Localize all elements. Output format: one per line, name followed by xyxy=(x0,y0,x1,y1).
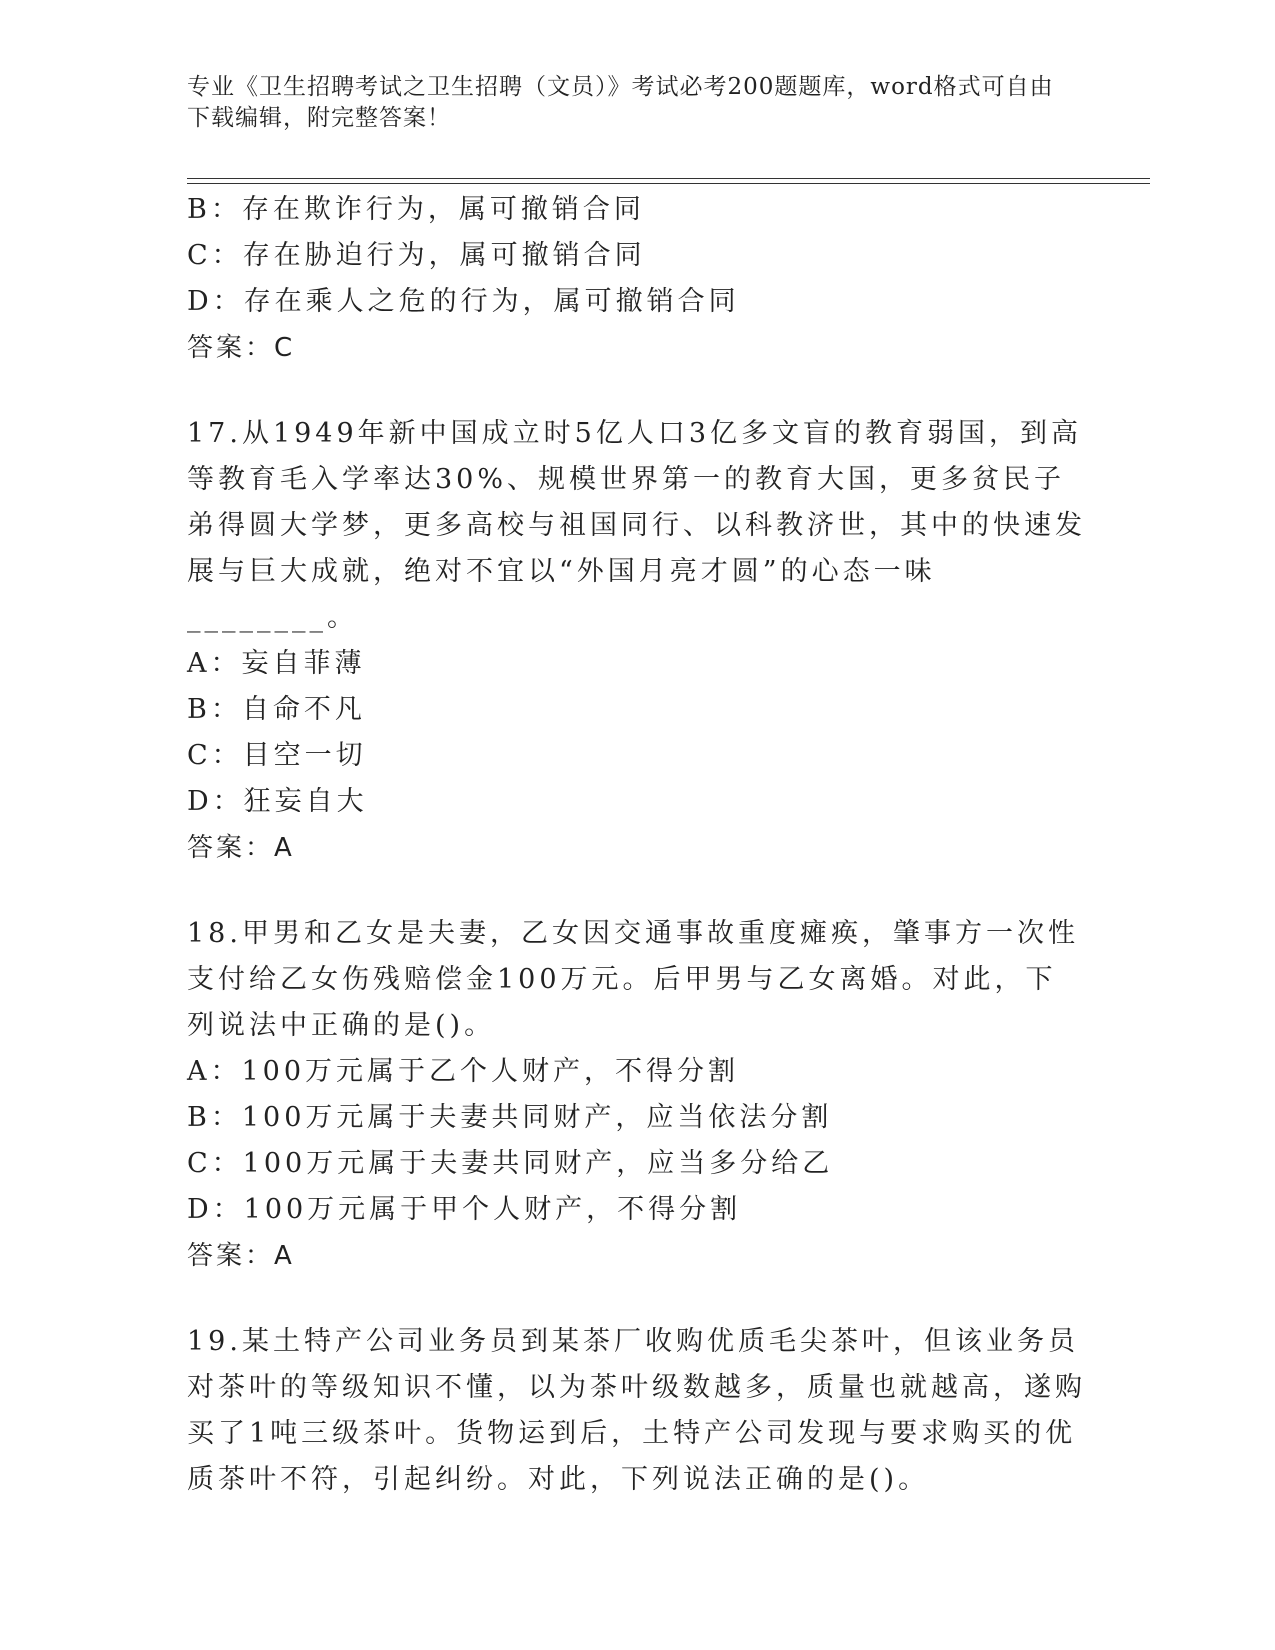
question-19 xyxy=(187,1319,1087,1503)
option-c: C：100万元属于夫妻共同财产，应当多分给乙 xyxy=(187,1148,834,1179)
option-c: C：存在胁迫行为，属可撤销合同 xyxy=(187,240,646,271)
answer-line: 答案：A xyxy=(187,833,295,863)
option-d: D：存在乘人之危的行为，属可撤销合同 xyxy=(187,286,740,317)
question-text: 17.从1949年新中国成立时5亿人口3亿多文盲的教育弱国，到高等教育毛入学率达30%、规模世界第一的教育大国，更多贫民子弟得圆大学梦，更多高校与祖国同行、以科教济世，其中的快速发展与巨大成就，绝对不宜以“外国月亮才圆”的心态一味________。 xyxy=(187,418,1086,633)
question-17 xyxy=(187,411,1087,871)
question-text: 19.某土特产公司业务员到某茶厂收购优质毛尖茶叶，但该业务员对茶叶的等级知识不懂，以为茶叶级数越多，质量也就越高，遂购买了1吨三级茶叶。货物运到后，土特产公司发现与要求购买的优质茶叶不符，引起纠纷。对此，下列说法正确的是()。 xyxy=(187,1326,1086,1495)
option-a: A：妄自菲薄 xyxy=(187,648,366,679)
option-d: D：狂妄自大 xyxy=(187,786,368,817)
question-text: 18.甲男和乙女是夫妻，乙女因交通事故重度瘫痪，肇事方一次性支付给乙女伤残赔偿金100万元。后甲男与乙女离婚。对此，下列说法中正确的是()。 xyxy=(187,918,1079,1041)
option-b: B：存在欺诈行为，属可撤销合同 xyxy=(187,194,645,225)
document-body xyxy=(187,187,1087,1503)
header-rule-top xyxy=(187,178,1150,179)
header-rule-bottom xyxy=(187,183,1150,184)
option-b: B：100万元属于夫妻共同财产，应当依法分割 xyxy=(187,1102,833,1133)
question-16-continued xyxy=(187,187,1087,371)
answer-line: 答案：C xyxy=(187,333,296,363)
document-header: 专业《卫生招聘考试之卫生招聘（文员）》考试必考200题题库，word格式可自由下载编辑，附完整答案！ xyxy=(187,74,1054,131)
option-d: D：100万元属于甲个人财产，不得分割 xyxy=(187,1194,742,1225)
option-b: B：自命不凡 xyxy=(187,694,366,725)
question-18 xyxy=(187,911,1087,1279)
answer-line: 答案：A xyxy=(187,1241,295,1271)
option-c: C：目空一切 xyxy=(187,740,367,771)
option-a: A：100万元属于乙个人财产，不得分割 xyxy=(187,1056,740,1087)
